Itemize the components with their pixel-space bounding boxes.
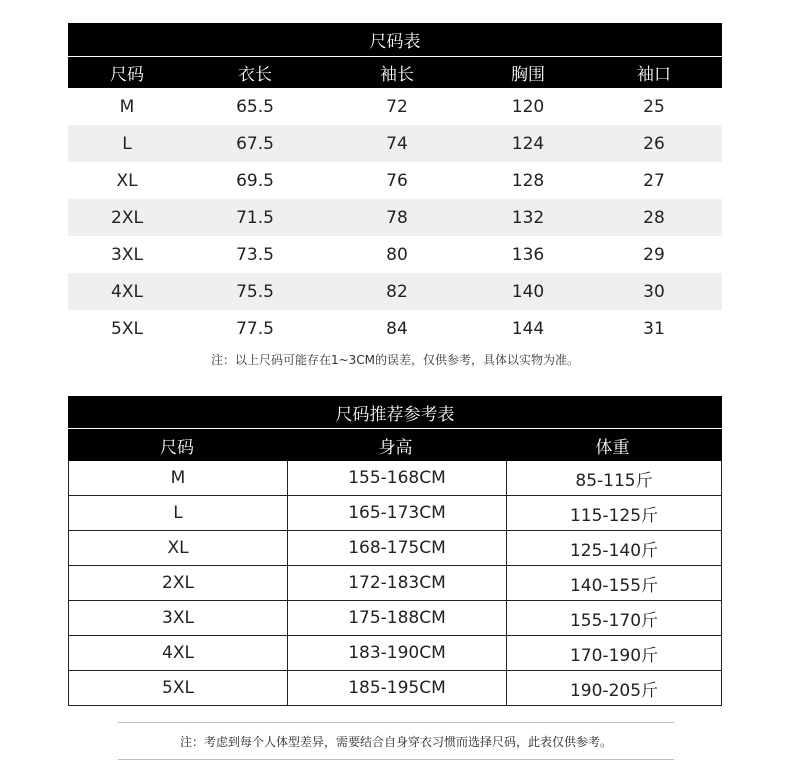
cell-length: 69.5 — [236, 170, 274, 191]
cell-chest: 140 — [511, 281, 545, 302]
cell-length: 75.5 — [236, 281, 274, 302]
cell-sleeve: 78 — [386, 207, 408, 228]
cell-chest: 124 — [511, 133, 545, 154]
cell-sleeve: 76 — [386, 170, 408, 191]
cell-height: 155-168CM — [287, 461, 506, 495]
cell-size: 2XL — [162, 573, 194, 593]
cell-size: 3XL — [111, 244, 143, 265]
header-length: 衣长 — [238, 65, 272, 85]
cell-size: 4XL — [162, 643, 194, 663]
table-row — [68, 125, 722, 162]
size-recommend-table — [68, 396, 722, 706]
table-row — [69, 635, 721, 670]
cell-length: 67.5 — [236, 133, 274, 154]
cell-cuff: 28 — [643, 207, 665, 228]
recommend-chart-note: 注：考虑到每个人体型差异，需要结合自身穿衣习惯而选择尺码，此表仅供参考。 — [118, 722, 674, 760]
cell-length: 73.5 — [236, 244, 274, 265]
table-row — [68, 236, 722, 273]
cell-cuff: 30 — [643, 281, 665, 302]
cell-sleeve: 72 — [386, 96, 408, 117]
cell-size: L — [173, 503, 183, 523]
cell-weight: 85-115斤 — [506, 461, 721, 495]
cell-cuff: 25 — [643, 96, 665, 117]
cell-weight: 140-155斤 — [506, 566, 721, 600]
cell-sleeve: 84 — [386, 318, 408, 339]
cell-chest: 144 — [511, 318, 545, 339]
cell-size: XL — [167, 538, 189, 558]
table-row — [68, 199, 722, 236]
cell-weight: 125-140斤 — [506, 531, 721, 565]
cell-cuff: 31 — [643, 318, 665, 339]
table-row — [69, 565, 721, 600]
header-size: 尺码 — [160, 437, 194, 458]
cell-size: 5XL — [111, 318, 143, 339]
cell-sleeve: 80 — [386, 244, 408, 265]
cell-weight: 190-205斤 — [506, 671, 721, 705]
cell-length: 77.5 — [236, 318, 274, 339]
table-row — [69, 495, 721, 530]
cell-sleeve: 82 — [386, 281, 408, 302]
recommend-table-body — [68, 461, 722, 706]
table-row — [69, 530, 721, 565]
cell-size: 2XL — [111, 207, 143, 228]
table-row — [68, 162, 722, 199]
table-row — [68, 310, 722, 347]
header-height: 身高 — [378, 437, 413, 458]
size-chart-title: 尺码表 — [68, 23, 722, 56]
cell-cuff: 27 — [643, 170, 665, 191]
cell-weight: 115-125斤 — [506, 496, 721, 530]
cell-size: M — [170, 468, 186, 488]
size-chart-note: 注：以上尺码可能存在1~3CM的误差，仅供参考，具体以实物为准。 — [210, 353, 580, 367]
header-cuff: 袖口 — [637, 65, 671, 85]
recommend-chart-title: 尺码推荐参考表 — [68, 396, 722, 428]
table-row — [69, 670, 721, 705]
cell-height: 168-175CM — [287, 531, 506, 565]
cell-height: 185-195CM — [287, 671, 506, 705]
cell-length: 65.5 — [236, 96, 274, 117]
cell-cuff: 29 — [643, 244, 665, 265]
cell-size: 3XL — [162, 608, 194, 628]
table-row — [68, 88, 722, 125]
cell-height: 175-188CM — [287, 601, 506, 635]
table-row — [69, 600, 721, 635]
cell-length: 71.5 — [236, 207, 274, 228]
cell-weight: 170-190斤 — [506, 636, 721, 670]
table-row — [68, 273, 722, 310]
cell-size: XL — [116, 170, 138, 191]
cell-height: 172-183CM — [287, 566, 506, 600]
cell-height: 165-173CM — [287, 496, 506, 530]
cell-size: 5XL — [162, 678, 194, 698]
size-chart-header-row — [68, 56, 722, 88]
header-weight: 体重 — [595, 437, 630, 458]
header-sleeve: 袖长 — [380, 65, 414, 85]
size-chart-table — [68, 23, 722, 347]
cell-cuff: 26 — [643, 133, 665, 154]
cell-size: 4XL — [111, 281, 143, 302]
cell-chest: 128 — [511, 170, 545, 191]
header-size: 尺码 — [110, 65, 144, 85]
recommend-header-row — [68, 428, 722, 461]
header-chest: 胸围 — [511, 65, 545, 85]
table-row — [69, 461, 721, 495]
cell-chest: 120 — [511, 96, 545, 117]
cell-chest: 132 — [511, 207, 545, 228]
cell-chest: 136 — [511, 244, 545, 265]
cell-sleeve: 74 — [386, 133, 408, 154]
cell-size: M — [119, 96, 135, 117]
cell-weight: 155-170斤 — [506, 601, 721, 635]
cell-height: 183-190CM — [287, 636, 506, 670]
cell-size: L — [122, 133, 132, 154]
